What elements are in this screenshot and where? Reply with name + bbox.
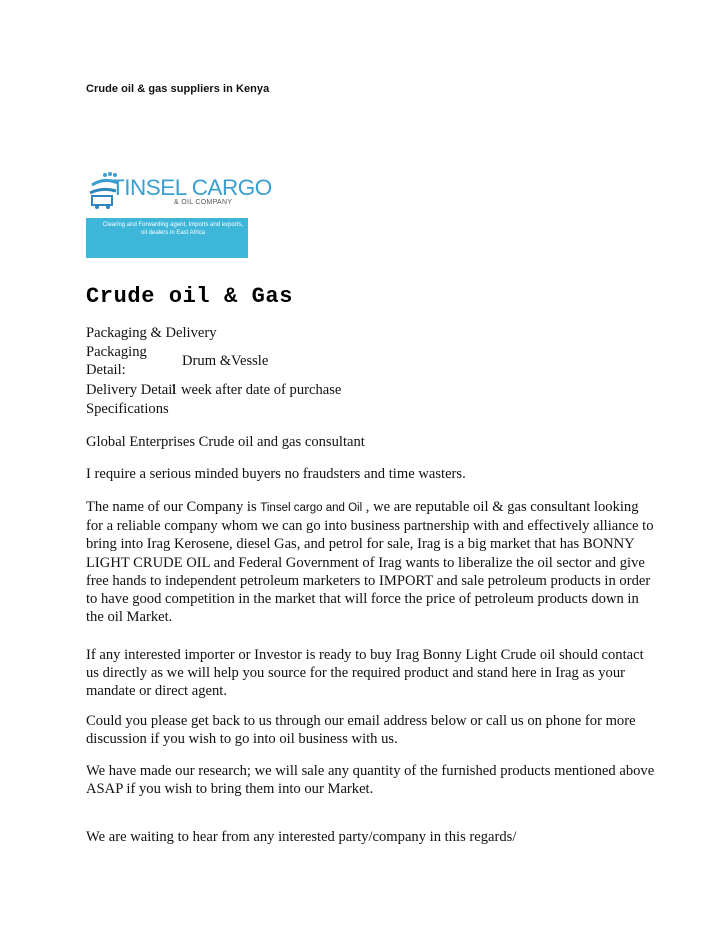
delivery-detail-value: 1 week after date of purchase xyxy=(170,382,342,398)
company-logo xyxy=(86,169,272,258)
delivery-detail-label: Delivery Detail xyxy=(86,382,177,398)
paragraph-requirement: I require a serious minded buyers no fraudsters and time wasters. xyxy=(86,466,466,482)
paragraph-consultant: Global Enterprises Crude oil and gas consultant xyxy=(86,434,365,450)
company-name-inline: Tinsel cargo and Oil xyxy=(260,502,363,514)
product-title: Crude oil & Gas xyxy=(86,284,294,309)
company-intro-text-start: The name of our Company is xyxy=(86,499,261,515)
paragraph-waiting: We are waiting to hear from any interested party/company in this regards/ xyxy=(86,829,517,845)
packaging-detail-label: Packaging Detail: xyxy=(86,344,147,378)
packaging-detail-value: Drum &Vessle xyxy=(182,353,269,369)
logo-brand-subtitle: & OIL COMPANY xyxy=(174,199,233,206)
packaging-section-label: Packaging & Delivery xyxy=(86,325,217,341)
header-title: Crude oil & gas suppliers in Kenya xyxy=(86,83,270,95)
specifications-label: Specifications xyxy=(86,401,169,417)
paragraph-company-intro xyxy=(86,498,656,626)
company-intro-text-rest: , we are reputable oil & gas consultant looking for a reliable company whom we can go into business partnership with and effectively alliance to bring into Irag Kerosene, diesel Gas, and petrol for sale, Irag is a big market that has BONNY LIGHT CRUDE OIL and Federal Government of Irag wants to liberalize the oil sector and give free hands to independent petroleum marketers to IMPORT and sale petroleum products in order to have good competition in the market that will force the price of petroleum products down in the oil Market. xyxy=(86,499,654,626)
paragraph-investor: If any interested importer or Investor is ready to buy Irag Bonny Light Crude oil should contact us directly as we will help you source for the required product and stand here in Irag as your mandate or direct agent. xyxy=(86,647,644,700)
paragraph-contact: Could you please get back to us through our email address below or call us on phone for more discussion if you wish to go into oil business with us. xyxy=(86,713,636,748)
logo-brand-name: TINSEL CARGO xyxy=(111,175,272,200)
paragraph-research: We have made our research; we will sale any quantity of the furnished products mentioned above ASAP if you wish to bring them into our Market. xyxy=(86,763,655,798)
logo-band-text: Clearing and Forwarding agent, Imports and exports, oil dealers in East Africa xyxy=(102,222,244,236)
